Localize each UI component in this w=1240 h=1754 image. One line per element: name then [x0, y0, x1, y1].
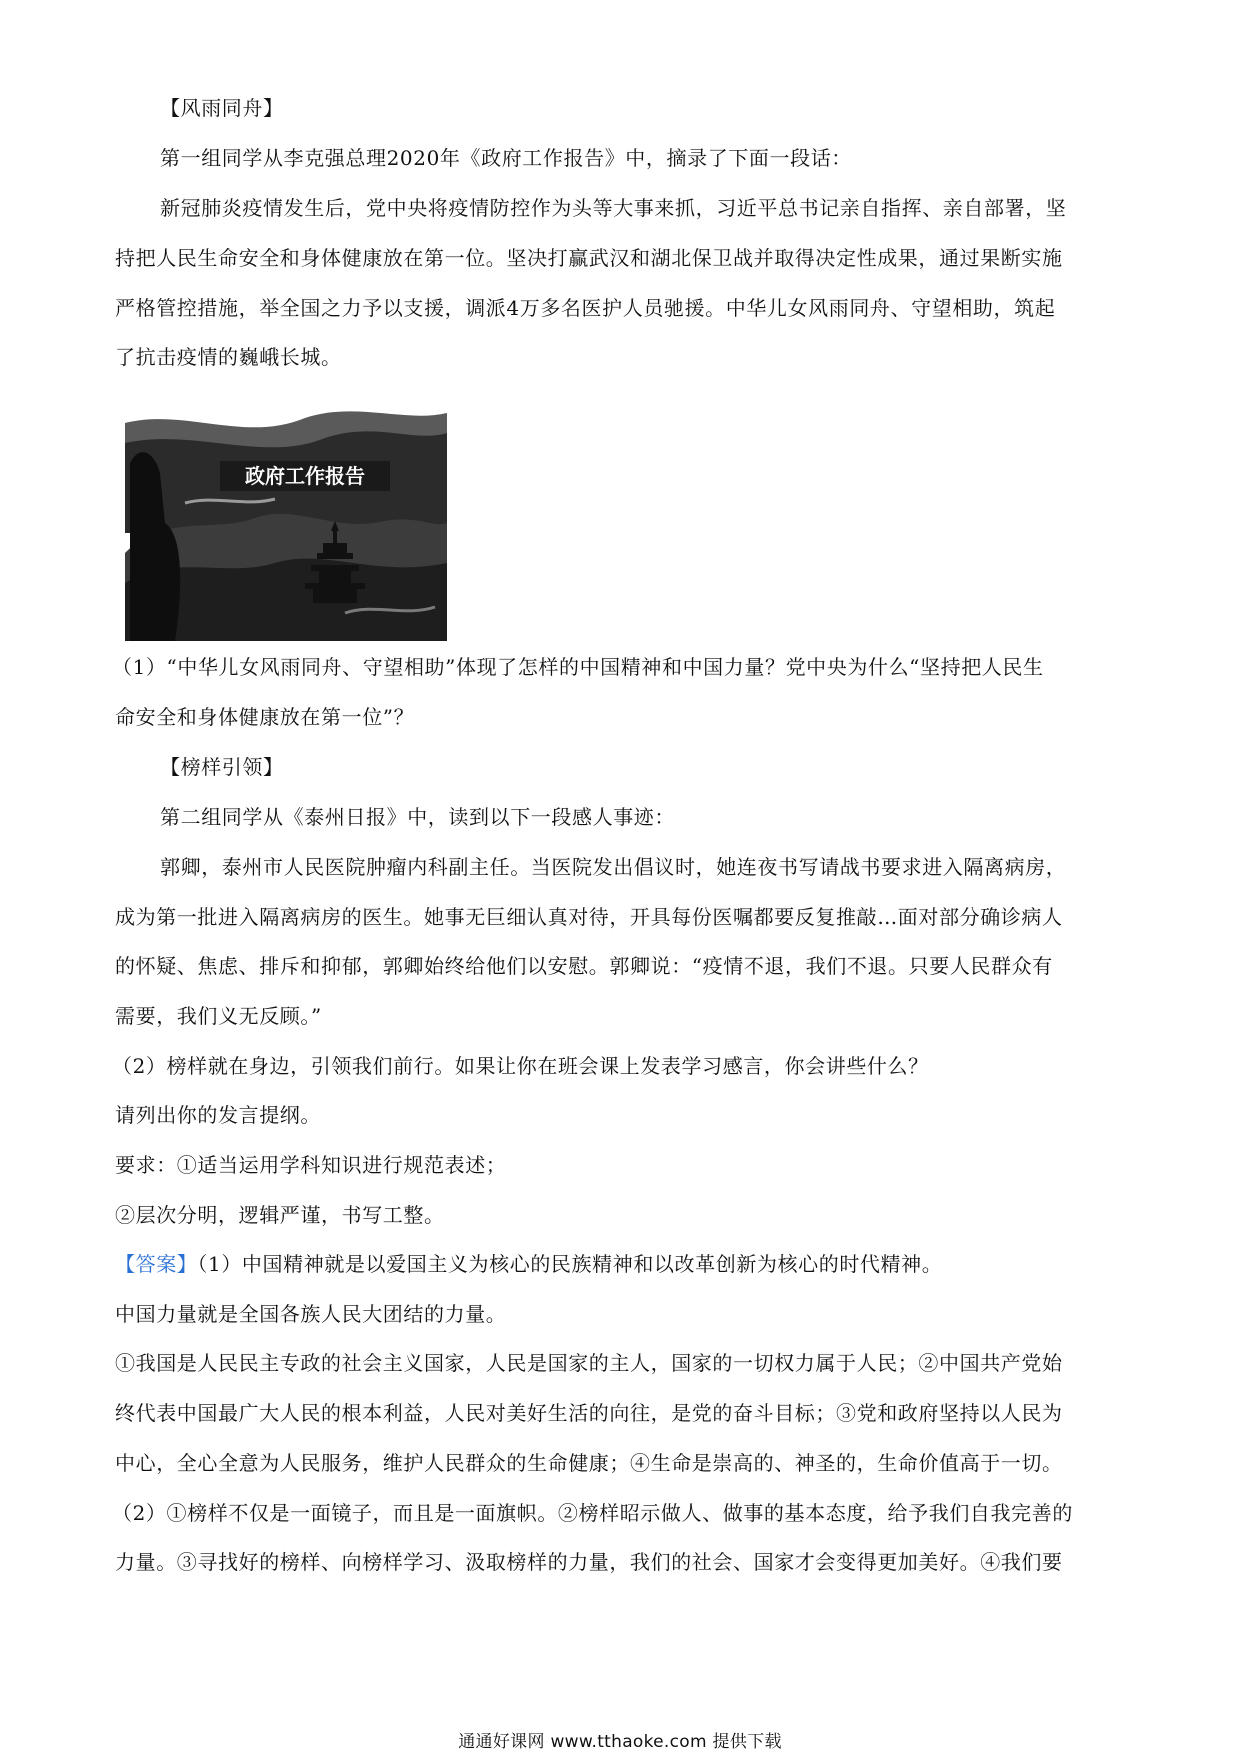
story-line: 郭卿，泰州市人民医院肿瘤内科副主任。当医院发出倡议时，她连夜书写请战书要求进入隔离病房，	[160, 855, 1067, 879]
answer-first-line	[115, 1250, 1125, 1278]
quote-line: 持把人民生命安全和身体健康放在第一位。坚决打赢武汉和湖北保卫战并取得决定性成果，通过果断实施	[115, 246, 1063, 270]
answer-tag: 【答案】	[115, 1252, 198, 1276]
question-1-line: 命安全和身体健康放在第一位”？	[115, 705, 415, 729]
section1-intro: 第一组同学从李克强总理2020年《政府工作报告》中，摘录了下面一段话：	[160, 146, 852, 170]
answer-line: 力量。③寻找好的榜样、向榜样学习、汲取榜样的力量，我们的社会、国家才会变得更加美好。④我们要	[115, 1550, 1063, 1574]
section-heading-fengyu: 【风雨同舟】	[160, 96, 284, 120]
section2-intro: 第二组同学从《泰州日报》中，读到以下一段感人事迹：	[160, 805, 675, 829]
answer-line: 中国力量就是全国各族人民大团结的力量。	[115, 1302, 507, 1326]
question-2-line: （2）榜样就在身边，引领我们前行。如果让你在班会课上发表学习感言，你会讲些什么？	[112, 1054, 929, 1078]
quote-line: 新冠肺炎疫情发生后，党中央将疫情防控作为头等大事来抓，习近平总书记亲自指挥、亲自部署，坚	[160, 196, 1067, 220]
question-1-line: （1）“中华儿女风雨同舟、守望相助”体现了怎样的中国精神和中国力量？党中央为什么“坚持把人民生	[112, 655, 1044, 679]
question-2-line: 请列出你的发言提纲。	[115, 1103, 321, 1127]
quote-line: 严格管控措施，举全国之力予以支援，调派4万多名医护人员驰援。中华儿女风雨同舟、守望相助，筑起	[115, 296, 1056, 320]
section-heading-bangyang: 【榜样引领】	[160, 755, 284, 779]
page-footer: 通通好课网 www.tthaoke.com 提供下载	[458, 1732, 782, 1752]
question-2-line: 要求：①适当运用学科知识进行规范表述；	[115, 1153, 507, 1177]
answer-text: （1）中国精神就是以爱国主义为核心的民族精神和以改革创新为核心的时代精神。	[197, 1252, 943, 1276]
question-2-line: ②层次分明，逻辑严谨，书写工整。	[115, 1203, 445, 1227]
answer-line: 终代表中国最广大人民的根本利益，人民对美好生活的向往，是党的奋斗目标；③党和政府坚持以人民为	[115, 1401, 1063, 1425]
answer-line: （2）①榜样不仅是一面镜子，而且是一面旗帜。②榜样昭示做人、做事的基本态度，给予我们自我完善的	[112, 1501, 1073, 1525]
answer-line: 中心，全心全意为人民服务，维护人民群众的生命健康；④生命是崇高的、神圣的，生命价值高于一切。	[115, 1451, 1063, 1475]
story-line: 需要，我们义无反顾。”	[115, 1004, 322, 1028]
landscape-illustration	[125, 403, 447, 641]
story-line: 的怀疑、焦虑、排斥和抑郁，郭卿始终给他们以安慰。郭卿说：“疫情不退，我们不退。只要人民群众有	[115, 954, 1053, 978]
government-report-image	[125, 403, 447, 641]
story-line: 成为第一批进入隔离病房的医生。她事无巨细认真对待，开具每份医嘱都要反复推敲…面对部分确诊病人	[115, 905, 1063, 929]
report-title-text: 政府工作报告	[245, 464, 365, 488]
answer-line: ①我国是人民民主专政的社会主义国家，人民是国家的主人，国家的一切权力属于人民；②中国共产党始	[115, 1351, 1063, 1375]
quote-line: 了抗击疫情的巍峨长城。	[115, 345, 342, 369]
